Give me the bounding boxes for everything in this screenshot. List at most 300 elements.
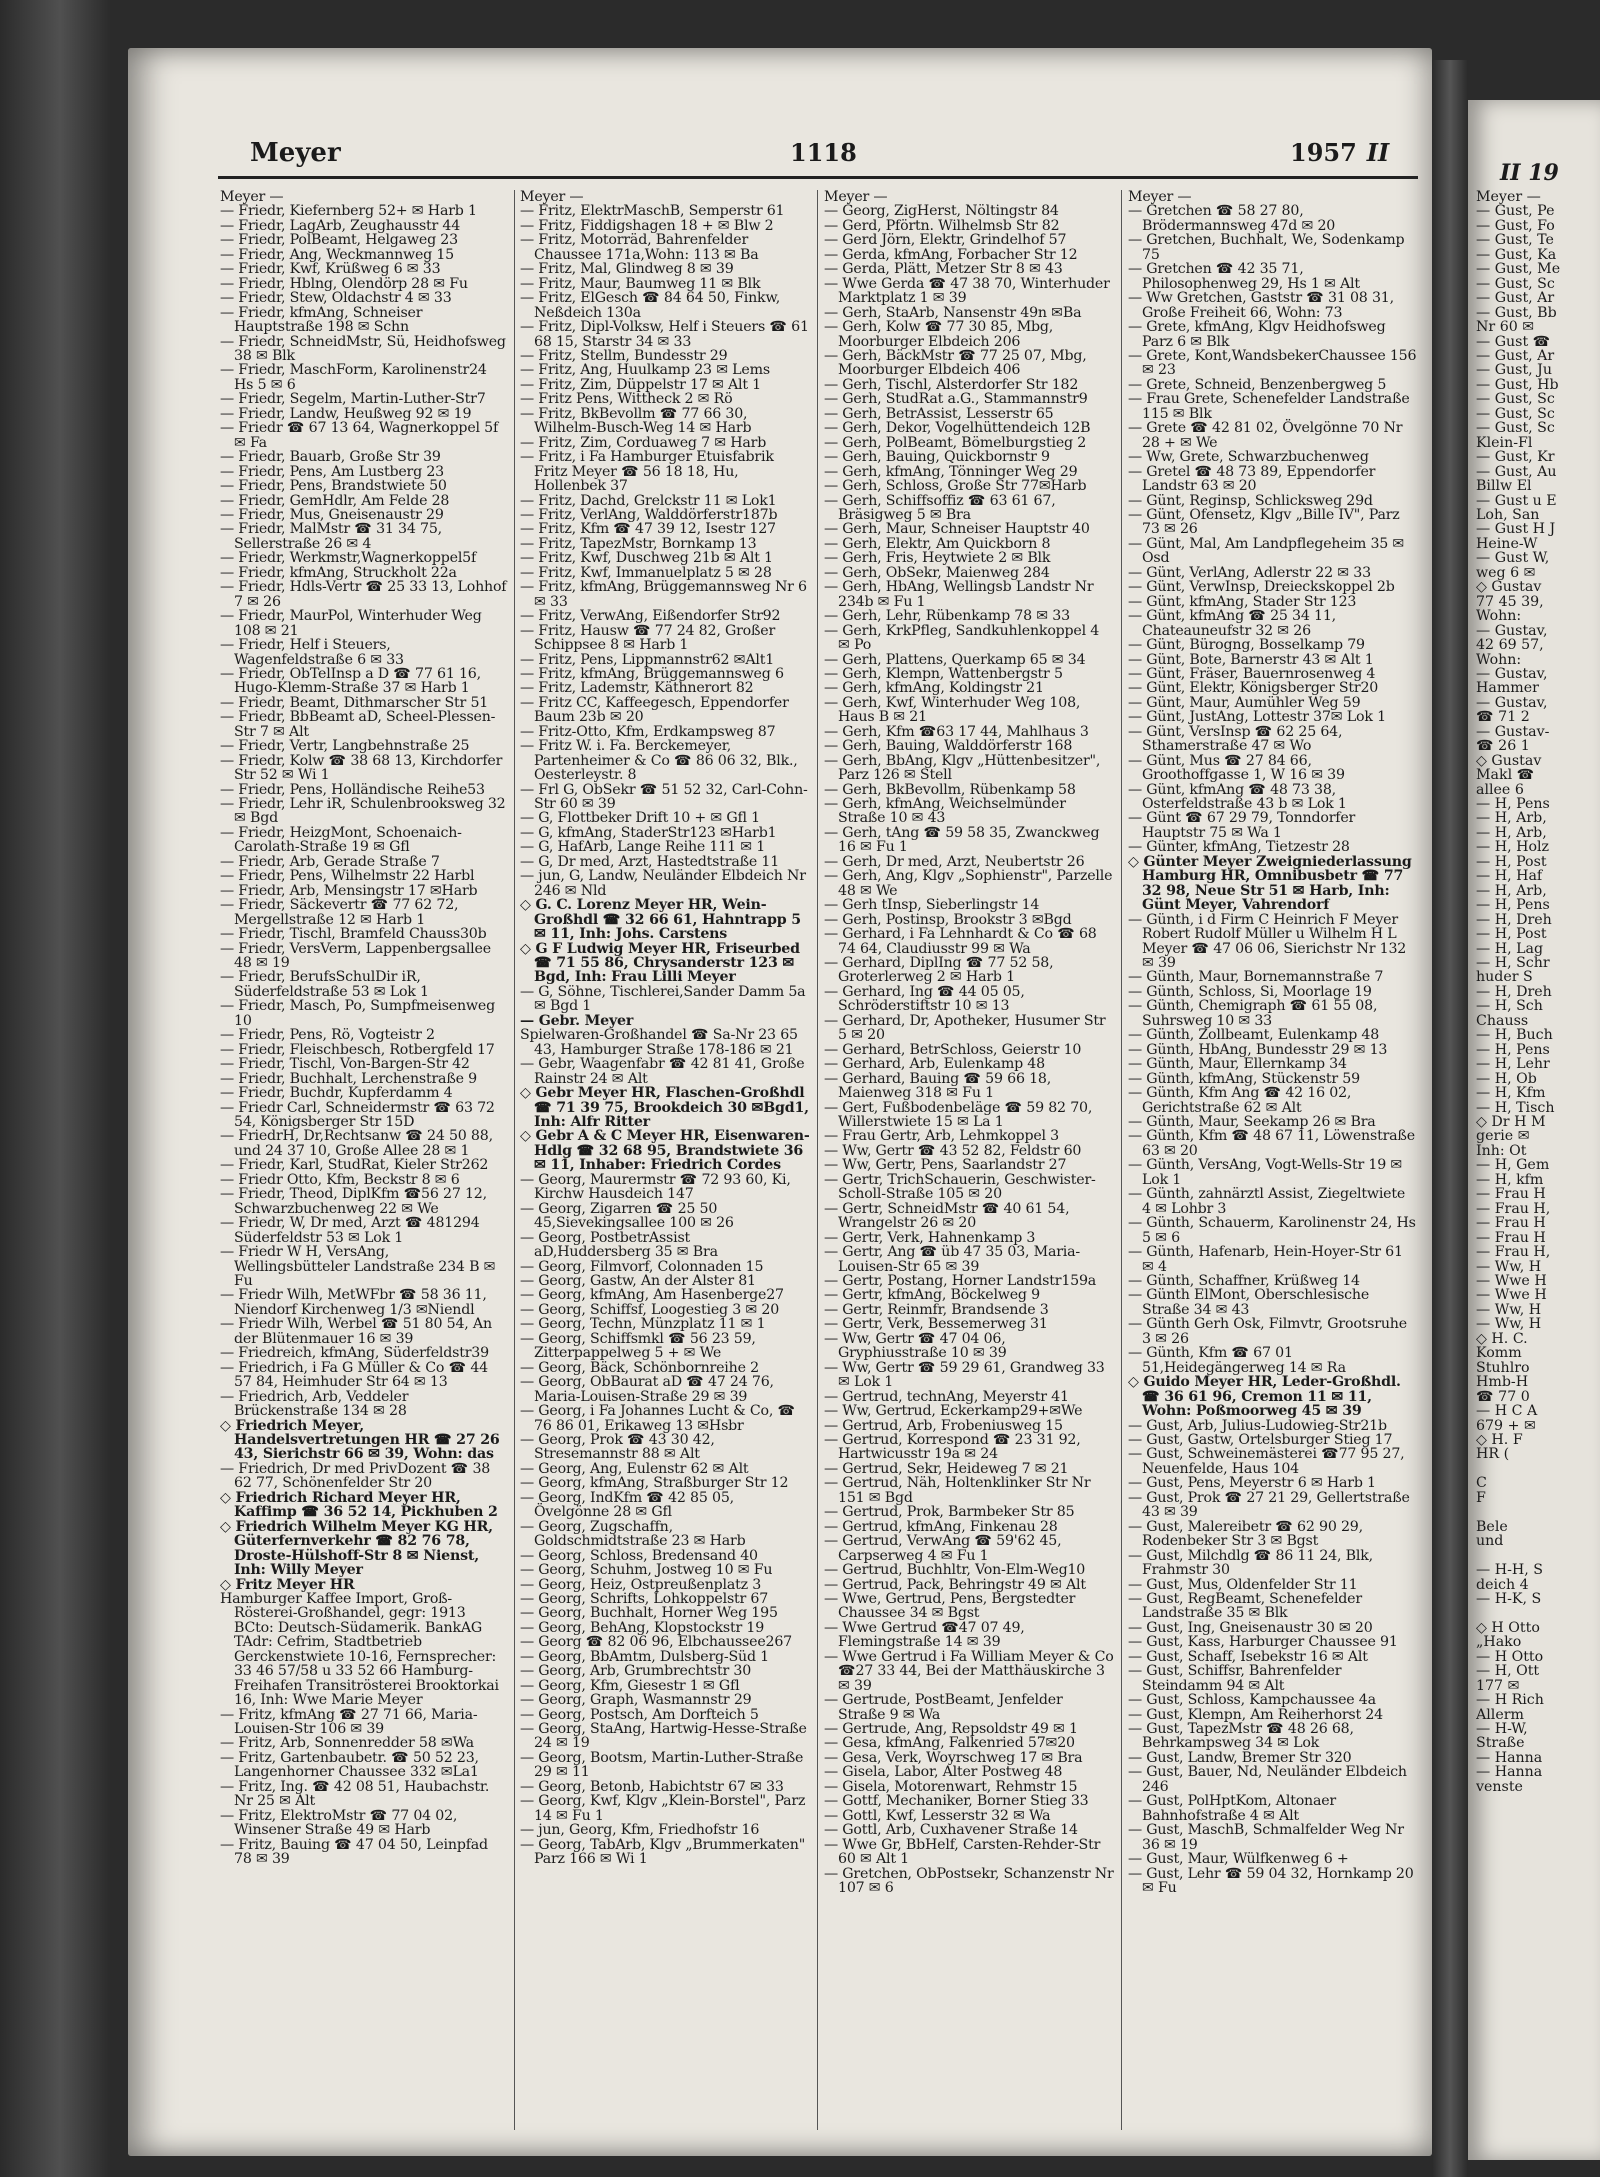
- facing-page-fragment: — Gustav-: [1476, 723, 1550, 740]
- facing-page-fragment: — H, Schr: [1476, 955, 1550, 972]
- facing-page-fragment: 42 69 57,: [1476, 637, 1544, 654]
- directory-entry: — Günth, Kfm Ang ☎ 42 16 02, Gerichtstraße 62 ✉ Alt: [1128, 1085, 1352, 1116]
- directory-entry: — Gerh, Bauing, Quickbornstr 9: [824, 449, 1050, 466]
- directory-entry: — Friedr, Karl, StudRat, Kieler Str262: [220, 1157, 489, 1174]
- directory-entry: — Georg, Ang, Eulenstr 62 ✉ Alt: [520, 1460, 749, 1477]
- facing-page-fragment: — H, Dreh: [1476, 911, 1552, 928]
- directory-entry: — Gertrud, Sekr, Heideweg 7 ✉ 21: [824, 1460, 1069, 1477]
- directory-entry: — G, Söhne, Tischlerei,Sander Damm 5a ✉ Bgd 1: [520, 983, 806, 1015]
- directory-entry: — Friedr, kfmAng, Schneiser Hauptstraße 198 ✉ Schn: [220, 304, 423, 336]
- directory-entry: — Gerhard, DiplIng ☎ 77 52 58, Groterlerweg 2 ✉ Harb 1: [824, 955, 1054, 986]
- directory-entry: — Gerh, KrkPfleg, Sandkuhlenkoppel 4 ✉ Po: [824, 622, 1100, 654]
- directory-entry: — Günt, kfmAng ☎ 48 73 38, Osterfeldstraße 43 b ✉ Lok 1: [1128, 781, 1347, 813]
- facing-page-fragment: — Ww, H: [1476, 1258, 1542, 1275]
- directory-entry: — Friedr Carl, Schneidermstr ☎ 63 72 54, Königsberger Str 15D: [220, 1099, 495, 1130]
- directory-entry: — Gerh, BetrAssist, Lesserstr 65: [824, 405, 1054, 422]
- directory-entry: — Günth ElMont, Oberschlesische Straße 34 ✉ 43: [1128, 1287, 1370, 1318]
- directory-entry: — Friedr, kfmAng, Struckholt 22a: [220, 564, 457, 581]
- directory-entry: — Gerh, BkBevollm, Rübenkamp 58: [824, 781, 1076, 798]
- directory-entry: — jun, G, Landw, Neuländer Elbdeich Nr 246 ✉ Nld: [520, 868, 806, 899]
- directory-entry: — Fritz, TapezMstr, Bornkamp 13: [520, 535, 757, 552]
- facing-page-fragment: — Gust, Sc: [1476, 420, 1555, 437]
- facing-page-fragment: — H, Tisch: [1476, 1099, 1555, 1116]
- facing-page-fragment: Loh, San: [1476, 506, 1540, 523]
- directory-entry: — Gust, Gastw, Ortelsburger Stieg 17: [1128, 1431, 1393, 1448]
- directory-entry: — Georg, kfmAng, Straßburger Str 12: [520, 1475, 789, 1492]
- directory-entry: — Günth, i d Firm C Heinrich F Meyer Robert Rudolf Müller u Wilhelm H L Meyer ☎ 47 06 06, Sierichstr Nr 132 ✉ 39: [1128, 911, 1407, 972]
- facing-page-fragment: und: [1476, 1533, 1504, 1550]
- directory-entry: ◇ Guido Meyer HR, Leder-Großhdl. ☎ 36 61 96, Cremon 11 ✉ 11, Wohn: Poßmoorweg 45 ✉ 39: [1128, 1374, 1401, 1420]
- directory-entry: — Gust, RegBeamt, Schenefelder Landstraße 35 ✉ Blk: [1128, 1590, 1362, 1622]
- facing-page-fragment: — H, Buch: [1476, 1027, 1553, 1044]
- directory-entry: — Friedr, ObTelInsp a D ☎ 77 61 16, Hugo-Klemm-Straße 37 ✉ Harb 1: [220, 665, 481, 697]
- facing-page-fragment: — H-K, S: [1476, 1590, 1542, 1607]
- directory-entry: — Georg, BehAng, Klopstockstr 19: [520, 1619, 765, 1636]
- directory-entry: — Georg, PostbetrAssist aD,Huddersberg 35 ✉ Bra: [520, 1229, 718, 1261]
- directory-entry: — Gerh, Schloss, Große Str 77✉Harb: [824, 478, 1087, 495]
- directory-entry: — Gertr, kfmAng, Böckelweg 9: [824, 1287, 1040, 1304]
- directory-entry: — Gerh, Dekor, Vogelhüttendeich 12B: [824, 420, 1091, 437]
- directory-entry: — Friedr, MaschForm, Karolinenstr24 Hs 5 ✉ 6: [220, 362, 487, 393]
- directory-entry: — Ww, Grete, Schwarzbuchenweg: [1128, 449, 1369, 466]
- directory-entry: — Georg, ObBaurat aD ☎ 47 24 76, Maria-Louisen-Straße 29 ✉ 39: [520, 1374, 774, 1405]
- directory-entry: — Friedr, MaurPol, Winterhuder Weg 108 ✉ 21: [220, 608, 482, 639]
- directory-entry: — Gerhard, Ing ☎ 44 05 05, Schröderstiftstr 10 ✉ 13: [824, 983, 1025, 1015]
- directory-entry: — Gertrud, Arb, Frobeniusweg 15: [824, 1417, 1063, 1434]
- directory-entry: — Friedr, Pens, Holländische Reihe53: [220, 781, 485, 798]
- facing-page-fragment: — H-W,: [1476, 1721, 1528, 1738]
- facing-page-fragment: — Hanna: [1476, 1749, 1543, 1766]
- directory-entry: — Gesa, kfmAng, Falkenried 57✉20: [824, 1735, 1075, 1752]
- directory-entry: ◇ Gebr Meyer HR, Flaschen-Großhdl ☎ 71 39 75, Brookdeich 30 ✉Bgd1, Inh: Alfr Ritter: [520, 1085, 809, 1130]
- directory-entry: — Gretel ☎ 48 73 89, Eppendorfer Landstr 63 ✉ 20: [1128, 463, 1376, 495]
- directory-entry: — Günth Gerh Osk, Filmvtr, Grootsruhe 3 ✉ 26: [1128, 1316, 1407, 1347]
- facing-page-fragment: — Gust u E: [1476, 492, 1557, 509]
- facing-page-fragment: deich 4: [1476, 1576, 1529, 1593]
- directory-entry: — Gerh, Tischl, Alsterdorfer Str 182: [824, 376, 1079, 393]
- directory-entry: — Gust, Schaff, Isebekstr 16 ✉ Alt: [1128, 1648, 1368, 1665]
- directory-entry: — Gerh, BbAng, Klgv „Hüttenbesitzer", Parz 126 ✉ Stell: [824, 752, 1101, 784]
- directory-entry: — Gebr, Waagenfabr ☎ 42 81 41, Große Rainstr 24 ✉ Alt: [520, 1056, 805, 1087]
- directory-entry: — Gust, TapezMstr ☎ 48 26 68, Behrkampsweg 34 ✉ Lok: [1128, 1721, 1354, 1752]
- directory-entry: — Gerh, Kwf, Winterhuder Weg 108, Haus B ✉ 21: [824, 694, 1081, 726]
- directory-entry: — Friedr, Arb, Mensingstr 17 ✉Harb: [220, 882, 478, 899]
- facing-page-fragment: Straße: [1476, 1735, 1525, 1752]
- facing-page-fragment: — Gust, Kr: [1476, 449, 1555, 466]
- facing-page-fragment: C: [1476, 1475, 1487, 1492]
- facing-page-fragment: Makl ☎: [1476, 767, 1535, 784]
- directory-entry: — Fritz Pens, Wittheck 2 ✉ Rö: [520, 391, 733, 408]
- directory-entry: — Gertrud, Korrespond ☎ 23 31 92, Hartwicusstr 19a ✉ 24: [824, 1431, 1081, 1463]
- directory-entry: — Gertrud, Prok, Barmbeker Str 85: [824, 1504, 1075, 1521]
- directory-entry: — Fritz, VerwAng, Eißendorfer Str92: [520, 608, 781, 625]
- directory-entry: — Gerhard, Dr, Apotheker, Husumer Str 5 ✉ 20: [824, 1012, 1106, 1044]
- directory-entry: — Friedr ☎ 67 13 64, Wagnerkoppel 5f ✉ Fa: [220, 420, 499, 451]
- directory-entry: — Günt, Reginsp, Schlicksweg 29d: [1128, 492, 1373, 509]
- directory-entry: — Fritz, Stellm, Bundesstr 29: [520, 347, 728, 364]
- directory-entry: — Gerh, Postinsp, Brookstr 3 ✉Bgd: [824, 911, 1072, 928]
- directory-entry: — Günth, Maur, Seekamp 26 ✉ Bra: [1128, 1114, 1376, 1130]
- column-divider: [514, 190, 515, 2130]
- facing-page-fragment: — H Rich: [1476, 1692, 1544, 1709]
- directory-entry: — Günt, Bote, Barnerstr 43 ✉ Alt 1: [1128, 651, 1374, 668]
- directory-column-3: [824, 190, 1114, 2130]
- facing-page-fragment: — H, Ott: [1476, 1663, 1540, 1680]
- facing-page-fragment: Hammer: [1476, 680, 1539, 697]
- directory-entry: ◇ G. C. Lorenz Meyer HR, Wein-Großhdl ☎ 32 66 61, Hahntrapp 5 ✉ 11, Inh: Johs. Carstens: [520, 897, 801, 943]
- directory-entry: — Georg, Schiffsmkl ☎ 56 23 59, Zitterpappelweg 5 + ✉ We: [520, 1330, 756, 1362]
- facing-page-fragment: — Gust W,: [1476, 550, 1550, 567]
- directory-entry: — Georg, Schrifts, Lohkoppelstr 67: [520, 1590, 769, 1607]
- directory-entry: — Ww, Gertr ☎ 47 04 06, Gryphiusstraße 10 ✉ 39: [824, 1330, 1007, 1362]
- facing-page-fragment: Bele: [1476, 1518, 1508, 1535]
- directory-entry: — Gust, Arb, Julius-Ludowieg-Str21b: [1128, 1417, 1387, 1434]
- facing-page-fragment: Hmb-H: [1476, 1374, 1529, 1391]
- directory-entry: — Friedr Wilh, MetWFbr ☎ 58 36 11, Niendorf Kirchenweg 1/3 ✉Niendl: [220, 1287, 487, 1318]
- directory-entry: — Friedrich, Arb, Veddeler Brückenstraße 134 ✉ 28: [220, 1388, 409, 1420]
- directory-entry: — Fritz, Zim, Düppelstr 17 ✉ Alt 1: [520, 376, 761, 393]
- facing-page-fragment: — H, Gem: [1476, 1157, 1550, 1174]
- facing-page-fragment: ◇ Gustav: [1476, 579, 1542, 596]
- directory-entry: — Fritz, Pens, Lippmannstr62 ✉Alt1: [520, 651, 775, 668]
- directory-entry: — G, HafArb, Lange Reihe 111 ✉ 1: [520, 839, 766, 856]
- directory-entry: — Fritz, kfmAng, Brüggemannsweg 6: [520, 665, 784, 682]
- column-divider: [817, 190, 818, 2130]
- directory-entry: — Gust, Schweinemästerei ☎77 95 27, Neuenfelde, Haus 104: [1128, 1446, 1405, 1477]
- directory-entry: — Fritz, Gartenbaubetr. ☎ 50 52 23, Langenhorner Chaussee 332 ✉La1: [220, 1749, 479, 1781]
- directory-entry: — Gertrude, PostBeamt, Jenfelder Straße 9 ✉ Wa: [824, 1692, 1063, 1723]
- directory-entry: — Gerh, tAng ☎ 59 58 35, Zwanckweg 16 ✉ Fu 1: [824, 824, 1100, 856]
- directory-entry: — Frau Grete, Schenefelder Landstraße 115 ✉ Blk: [1128, 391, 1410, 422]
- directory-entry: — Georg, Buchhalt, Horner Weg 195: [520, 1605, 778, 1622]
- header-rule: [218, 176, 1418, 179]
- facing-page-fragment: — Gust, Ka: [1476, 246, 1557, 263]
- directory-entry: — Gerh, Fris, Heytwiete 2 ✉ Blk: [824, 550, 1051, 567]
- directory-entry: — Gertr, TrichSchauerin, Geschwister-Scholl-Straße 105 ✉ 20: [824, 1171, 1096, 1203]
- facing-page-fragment: 77 45 39,: [1476, 593, 1544, 610]
- column-continuation-head: Meyer —: [1128, 190, 1192, 205]
- directory-entry: — Friedr, Pens, Am Lustberg 23: [220, 463, 444, 480]
- facing-page-fragment: [1476, 1549, 1600, 1563]
- directory-entry: ◇ Gebr A & C Meyer HR, Eisenwaren-Hdlg ☎ 32 68 95, Brandstwiete 36 ✉ 11, Inhaber: Friedrich Cordes: [520, 1128, 810, 1174]
- book-binding-gutter: [1432, 60, 1468, 2177]
- facing-page-fragment: — Hanna: [1476, 1764, 1543, 1781]
- facing-page-fragment: — Gust, Sc: [1476, 391, 1555, 408]
- directory-entry: — Friedr, Bauarb, Große Str 39: [220, 449, 441, 466]
- directory-entry: — Friedr, HeizgMont, Schoenaich-Carolath-Straße 19 ✉ Gfl: [220, 824, 462, 856]
- directory-entry: — Gerh, BäckMstr ☎ 77 25 07, Mbg, Moorburger Elbdeich 406: [824, 347, 1087, 379]
- directory-entry: — Gerh, Kolw ☎ 77 30 85, Mbg, Moorburger Elbdeich 206: [824, 319, 1054, 350]
- running-head-surname: Meyer: [250, 138, 341, 168]
- directory-entry: — Günt, VerwInsp, Dreieckskoppel 2b: [1128, 579, 1395, 596]
- directory-entry: — Fritz, Ang, Huulkamp 23 ✉ Lems: [520, 362, 770, 379]
- facing-page-fragment: Heine-W: [1476, 535, 1538, 552]
- directory-entry: — Friedr, SchneidMstr, Sü, Heidhofsweg 38 ✉ Blk: [220, 333, 506, 364]
- facing-page-fragment: — H Otto: [1476, 1648, 1544, 1665]
- running-head-year: [1290, 138, 1389, 178]
- directory-entry: — Wwe Gertrud ☎47 07 49, Flemingstraße 14 ✉ 39: [824, 1619, 1025, 1651]
- directory-entry: — Gerh, kfmAng, Tönninger Weg 29: [824, 463, 1078, 480]
- directory-entry: — Wwe, Gertrud, Pens, Bergstedter Chaussee 34 ✉ Bgst: [824, 1590, 1076, 1622]
- facing-page-fragment: — H, Ob: [1476, 1070, 1537, 1087]
- directory-entry: — Gertrude, Ang, Repsoldstr 49 ✉ 1: [824, 1721, 1078, 1738]
- directory-entry: — Gust, Maur, Wülfkenweg 6 +: [1128, 1851, 1349, 1868]
- directory-entry: — Fritz, Mal, Glindweg 8 ✉ 39: [520, 261, 734, 278]
- directory-entry: — Günth, Schauerm, Karolinenstr 24, Hs 5 ✉ 6: [1128, 1215, 1416, 1246]
- directory-entry: — Gertr, Ang ☎ üb 47 35 03, Maria-Louisen-Str 65 ✉ 39: [824, 1244, 1080, 1275]
- facing-page-fragment: — Gust, Ar: [1476, 347, 1555, 364]
- directory-entry: — Friedr, Hblng, Olendörp 28 ✉ Fu: [220, 275, 468, 292]
- directory-entry: — Friedr Wilh, Werbel ☎ 51 80 54, An der Blütenmauer 16 ✉ 39: [220, 1316, 492, 1347]
- directory-entry: — Gust, Pens, Meyerstr 6 ✉ Harb 1: [1128, 1475, 1376, 1492]
- directory-entry: — Fritz, Kwf, Immanuelplatz 5 ✉ 28: [520, 564, 772, 581]
- directory-entry: — Friedr, GemHdlr, Am Felde 28: [220, 492, 450, 509]
- directory-entry: — Georg, Bootsm, Martin-Luther-Straße 29 ✉ 11: [520, 1749, 804, 1781]
- directory-entry: — Georg, Zugschaffn, Goldschmidtstraße 23 ✉ Harb: [520, 1518, 746, 1550]
- facing-page-fragment: — H, kfm: [1476, 1171, 1544, 1188]
- facing-page-fragment: — Gust, Ju: [1476, 362, 1552, 379]
- directory-entry: — Wwe Gertrud i Fa William Meyer & Co ☎27 33 44, Bei der Matthäuskirche 3 ✉ 39: [824, 1648, 1114, 1694]
- directory-entry: — Ww Gretchen, Gaststr ☎ 31 08 31, Große Freiheit 66, Wohn: 73: [1128, 290, 1394, 321]
- directory-entry: — Fritz, Kfm ☎ 47 39 12, Isestr 127: [520, 521, 776, 538]
- directory-entry: — Ww, Gertr ☎ 59 29 61, Grandweg 33 ✉ Lok 1: [824, 1359, 1105, 1391]
- directory-entry: — Georg, Filmvorf, Colonnaden 15: [520, 1258, 764, 1275]
- directory-entry: — Gertr, Reinmfr, Brandsende 3: [824, 1301, 1049, 1318]
- directory-entry: — Gretchen ☎ 42 35 71, Philosophenweg 29, Hs 1 ✉ Alt: [1128, 261, 1360, 292]
- directory-entry: — Gust, Schloss, Kampchaussee 4a: [1128, 1692, 1376, 1709]
- facing-page-fragment: ☎ 71 2: [1476, 709, 1530, 726]
- directory-entry: — Friedr, Tischl, Von-Bargen-Str 42: [220, 1056, 470, 1073]
- facing-page-fragment: 679 + ✉: [1476, 1417, 1536, 1434]
- facing-page-fragment: — Frau H: [1476, 1186, 1546, 1203]
- facing-page-fragment: — Gustav,: [1476, 622, 1548, 639]
- directory-entry: — Georg, Kwf, Klgv „Klein-Borstel", Parz 14 ✉ Fu 1: [520, 1793, 806, 1824]
- directory-entry: — Friedr, Säckevertr ☎ 77 62 72, Mergellstraße 12 ✉ Harb 1: [220, 897, 459, 928]
- directory-entry: — Gretchen ☎ 58 27 80, Brödermannsweg 47d ✉ 20: [1128, 203, 1336, 234]
- facing-page-fragment: venste: [1476, 1778, 1523, 1795]
- directory-entry: — Gerda, Plätt, Metzer Str 8 ✉ 43: [824, 261, 1063, 278]
- directory-entry: — Friedr, Kiefernberg 52+ ✉ Harb 1: [220, 203, 477, 220]
- directory-entry: — Georg, IndKfm ☎ 42 85 05, Övelgönne 28 ✉ Gfl: [520, 1489, 734, 1521]
- directory-entry: — Gerh, Schiffsoffiz ☎ 63 61 67, Bräsigweg 5 ✉ Bra: [824, 492, 1056, 523]
- facing-page-fragment: — H, Lehr: [1476, 1056, 1550, 1073]
- facing-page-fragment: 177 ✉: [1476, 1677, 1520, 1694]
- facing-page-fragment: — Gust, Te: [1476, 232, 1554, 249]
- directory-entry: — Gerhard, Bauing ☎ 59 66 18, Maienweg 318 ✉ Fu 1: [824, 1070, 1052, 1102]
- facing-page-fragment: Wohn:: [1476, 608, 1522, 625]
- directory-entry: — Gust, Milchdlg ☎ 86 11 24, Blk, Frahmstr 30: [1128, 1547, 1373, 1579]
- directory-entry: — Georg, i Fa Johannes Lucht & Co, ☎ 76 86 01, Erikaweg 13 ✉Hsbr: [520, 1403, 795, 1434]
- directory-entry: — Frl G, ObSekr ☎ 51 52 32, Carl-Cohn-Str 60 ✉ 39: [520, 781, 808, 813]
- directory-entry: — Fritz, Dachd, Grelckstr 11 ✉ Lok1: [520, 492, 777, 509]
- directory-entry: — Friedr, Masch, Po, Sumpfmeisenweg 10: [220, 998, 495, 1029]
- directory-entry: — Ww, Gertr ☎ 43 52 82, Feldstr 60: [824, 1142, 1082, 1159]
- directory-entry: — Gust, Lehr ☎ 59 04 32, Hornkamp 20 ✉ Fu: [1128, 1865, 1414, 1897]
- directory-entry: ◇ Friedrich Wilhelm Meyer KG HR, Güterfernverkehr ☎ 82 76 78, Droste-Hülshoff-Str 8 ✉ Nienst, Inh: Willy Meyer: [220, 1518, 493, 1579]
- directory-entry: — Friedrich, i Fa G Müller & Co ☎ 44 57 84, Heimhuder Str 64 ✉ 13: [220, 1359, 489, 1391]
- facing-page-fragment: — H, Pens: [1476, 1041, 1550, 1058]
- facing-page-fragment: — Gust ☎: [1476, 333, 1551, 350]
- directory-entry: — Gerd, Pförtn. Wilhelmsb Str 82: [824, 217, 1060, 234]
- directory-entry: — Fritz, Maur, Baumweg 11 ✉ Blk: [520, 275, 761, 292]
- directory-entry: — Günt, Fräser, Bauernrosenweg 4: [1128, 665, 1376, 682]
- facing-page-fragment: — H, Pens: [1476, 897, 1550, 914]
- directory-entry: — Günt, VersInsp ☎ 62 25 64, Sthamerstraße 47 ✉ Wo: [1128, 723, 1343, 755]
- directory-entry: — Gerh, PolBeamt, Bömelburgstieg 2: [824, 434, 1087, 451]
- facing-page-fragment: [1476, 1505, 1600, 1519]
- directory-entry: — Gertrud, Näh, Holtenklinker Str Nr 151 ✉ Bgd: [824, 1475, 1091, 1506]
- directory-entry: — Gerh, StudRat a.G., Stammannstr9: [824, 391, 1088, 408]
- facing-page-fragment: [1476, 1606, 1600, 1620]
- facing-page-fragment: — Ww, H: [1476, 1316, 1542, 1333]
- directory-entry: — Friedr, PolBeamt, Helgaweg 23: [220, 232, 458, 249]
- column-continuation-head: Meyer —: [220, 190, 284, 205]
- directory-entry: ◇ Günter Meyer Zweigniederlassung Hamburg HR, Omnibusbetr ☎ 77 32 98, Neue Str 51 ✉ Harb, Inh: Günt Meyer, Vahrendorf: [1128, 853, 1412, 914]
- directory-entry: — Günt, JustAng, Lottestr 37✉ Lok 1: [1128, 709, 1386, 726]
- directory-entry: — Günter, kfmAng, Tietzestr 28: [1128, 839, 1350, 856]
- directory-entry: — Gust, PolHptKom, Altonaer Bahnhofstraße 4 ✉ Alt: [1128, 1793, 1337, 1824]
- directory-entry: — Friedr, Werkmstr,Wagnerkoppel5f: [220, 550, 477, 567]
- directory-entry: — Gust, Ing, Gneisenaustr 30 ✉ 20: [1128, 1619, 1373, 1636]
- directory-entry: — Günth, Maur, Bornemannstraße 7: [1128, 969, 1384, 986]
- directory-entry: — Gretchen, ObPostsekr, Schanzenstr Nr 107 ✉ 6: [824, 1865, 1114, 1897]
- directory-entry: — Fritz, Ing. ☎ 42 08 51, Haubachstr. Nr 25 ✉ Alt: [220, 1778, 490, 1810]
- volume-label: II: [1366, 138, 1390, 167]
- directory-column-4: [1128, 190, 1418, 2130]
- directory-entry: ◇ Friedrich Meyer, Handelsvertretungen HR ☎ 27 26 43, Sierichstr 66 ✉ 39, Wohn: das: [220, 1417, 500, 1463]
- directory-entry: — Georg, Prok ☎ 43 30 42, Stresemannstr 88 ✉ Alt: [520, 1431, 715, 1463]
- facing-page-fragment: — H, Arb,: [1476, 882, 1547, 899]
- directory-entry: — Günt, kfmAng ☎ 25 34 11, Chateauneufstr 32 ✉ 26: [1128, 608, 1336, 639]
- facing-page-column-fragment: [1476, 190, 1600, 2130]
- facing-page-fragment: — Gust, Bb: [1476, 304, 1557, 321]
- directory-entry: — Gerh, Kfm ☎63 17 44, Mahlhaus 3: [824, 723, 1089, 740]
- column-continuation-head: Meyer —: [520, 190, 584, 205]
- directory-entry: — Günt, Elektr, Königsberger Str20: [1128, 680, 1379, 697]
- directory-entry: — Günt, Mal, Am Landpflegeheim 35 ✉ Osd: [1128, 535, 1405, 567]
- facing-page-fragment: — H, Pens: [1476, 796, 1550, 813]
- directory-entry: — Georg, Schuhm, Jostweg 10 ✉ Fu: [520, 1562, 773, 1579]
- directory-entry: — Friedr, VersVerm, Lappenbergsallee 48 ✉ 19: [220, 940, 491, 972]
- directory-entry: — Gertrud, VerwAng ☎ 59'62 45, Carpserweg 4 ✉ Fu 1: [824, 1533, 1062, 1564]
- directory-entry: — Gerh, Bauing, Walddörferstr 168: [824, 738, 1073, 755]
- directory-entry: — Georg, Bäck, Schönbornreihe 2: [520, 1359, 759, 1376]
- directory-entry: — Gertr, SchneidMstr ☎ 40 61 54, Wrangelstr 26 ✉ 20: [824, 1200, 1070, 1232]
- directory-entry: — G, Flottbeker Drift 10 + ✉ Gfl 1: [520, 810, 761, 827]
- facing-page-fragment: ◇ Gustav: [1476, 752, 1542, 769]
- directory-entry: — Grete, kfmAng, Klgv Heidhofsweg Parz 6 ✉ Blk: [1128, 319, 1386, 350]
- directory-entry: — Georg, Gastw, An der Alster 81: [520, 1272, 756, 1289]
- directory-entry: — Günth, Schloss, Si, Moorlage 19: [1128, 983, 1372, 1000]
- directory-entry: — Georg, Arb, Grumbrechtstr 30: [520, 1663, 752, 1680]
- directory-entry: — Gust, Prok ☎ 27 21 29, Gellertstraße 43 ✉ 39: [1128, 1489, 1410, 1521]
- directory-entry: — Gretchen, Buchhalt, We, Sodenkamp 75: [1128, 232, 1405, 263]
- directory-entry: — Fritz, Bauing ☎ 47 04 50, Leinpfad 78 ✉ 39: [220, 1836, 488, 1868]
- directory-entry: — Fritz, kfmAng, Brüggemannsweg Nr 6 ✉ 33: [520, 579, 807, 610]
- directory-entry: — Ww, Gertr, Pens, Saarlandstr 27: [824, 1157, 1067, 1174]
- directory-entry: — Fritz, Fiddigshagen 18 + ✉ Blw 2: [520, 217, 774, 234]
- directory-entry: — Gerh, Klempn, Wattenbergstr 5: [824, 665, 1063, 682]
- directory-entry: — Fritz, i Fa Hamburger Etuisfabrik Fritz Meyer ☎ 56 18 18, Hu, Hollenbek 37: [520, 449, 774, 495]
- facing-page-fragment: ◇ H. C.: [1476, 1330, 1528, 1347]
- directory-entry: — Friedr, Segelm, Martin-Luther-Str7: [220, 391, 486, 408]
- directory-entry: — Gerh, Ang, Klgv „Sophienstr", Parzelle 48 ✉ We: [824, 868, 1113, 899]
- facing-page-fragment: — Gust H J: [1476, 521, 1556, 538]
- directory-entry: — Gottf, Mechaniker, Borner Stieg 33: [824, 1793, 1089, 1810]
- directory-entry: — Günth, Kfm ☎ 67 01 51,Heidegängerweg 14 ✉ Ra: [1128, 1345, 1346, 1376]
- facing-page-fragment: — Ww, H: [1476, 1301, 1542, 1318]
- directory-entry: — Fritz, Kwf, Duschweg 21b ✉ Alt 1: [520, 550, 773, 567]
- directory-entry: — Gisela, Motorenwart, Rehmstr 15: [824, 1778, 1078, 1795]
- directory-entry: — Fritz, VerlAng, Walddörferstr187b: [520, 506, 778, 523]
- directory-entry: — Gerh, HbAng, Wellingsb Landstr Nr 234b ✉ Fu 1: [824, 579, 1094, 610]
- directory-entry: — Friedr, Kwf, Krüßweg 6 ✉ 33: [220, 261, 441, 278]
- directory-entry: — Fritz, Hausw ☎ 77 24 82, Großer Schippsee 8 ✉ Harb 1: [520, 622, 776, 654]
- directory-entry: — Friedr, Stew, Oldachstr 4 ✉ 33: [220, 290, 452, 307]
- facing-page-fragment: ☎ 77 0: [1476, 1388, 1530, 1405]
- directory-entry: — Friedr, W, Dr med, Arzt ☎ 481294 Süderfeldstr 53 ✉ Lok 1: [220, 1215, 480, 1246]
- facing-page-fragment: ◇ H Otto: [1476, 1619, 1540, 1636]
- directory-entry: — Georg, Schloss, Bredensand 40: [520, 1547, 758, 1564]
- directory-entry: — Georg, Schiffsf, Loogestieg 3 ✉ 20: [520, 1301, 780, 1318]
- facing-page-fragment: — H, Arb,: [1476, 824, 1547, 841]
- directory-entry: — Georg, ZigHerst, Nöltingstr 84: [824, 203, 1059, 220]
- directory-entry: — Gust, Bauer, Nd, Neuländer Elbdeich 246: [1128, 1764, 1407, 1795]
- directory-entry: — Gisela, Labor, Alter Postweg 48: [824, 1764, 1063, 1781]
- directory-entry: — Günt, VerlAng, Adlerstr 22 ✉ 33: [1128, 564, 1371, 581]
- directory-entry: — Georg, Heiz, Ostpreußenplatz 3: [520, 1576, 762, 1593]
- facing-page-fragment: — H, Haf: [1476, 868, 1543, 885]
- directory-entry: — Georg, StaAng, Hartwig-Hesse-Straße 24 ✉ 19: [520, 1721, 807, 1752]
- directory-entry: — Günt, kfmAng, Stader Str 123: [1128, 593, 1357, 610]
- directory-entry: — Friedr, Pens, Rö, Vogteistr 2: [220, 1027, 435, 1044]
- directory-entry: — Gert, Fußbodenbeläge ☎ 59 82 70, Willerstwiete 15 ✉ La 1: [824, 1099, 1093, 1130]
- directory-entry: — G, kfmAng, StaderStr123 ✉Harb1: [520, 824, 777, 841]
- directory-entry: — Gerh, ObSekr, Maienweg 284: [824, 564, 1050, 581]
- facing-page-fragment: Nr 60 ✉: [1476, 319, 1535, 336]
- page-number: 1118: [790, 138, 857, 167]
- directory-entry: — Friedr, Arb, Gerade Straße 7: [220, 853, 440, 870]
- directory-entry: — Georg, kfmAng, Am Hasenberge27: [520, 1287, 784, 1304]
- directory-entry: — Friedr, Hdls-Vertr ☎ 25 33 13, Lohhof 7 ✉ 26: [220, 579, 507, 610]
- directory-entry: — Gerh, Plattens, Querkamp 65 ✉ 34: [824, 651, 1086, 668]
- directory-entry: — Fritz, Motorräd, Bahrenfelder Chaussee 171a,Wohn: 113 ✉ Ba: [520, 232, 759, 263]
- directory-entry: — Grete, Schneid, Benzenbergweg 5: [1128, 376, 1387, 393]
- directory-entry: — Günth, Hafenarb, Hein-Hoyer-Str 61 ✉ 4: [1128, 1244, 1403, 1275]
- directory-entry: — Georg, Betonb, Habichtstr 67 ✉ 33: [520, 1778, 784, 1795]
- directory-entry: — Friedr, BerufsSchulDir iR, Süderfeldstraße 53 ✉ Lok 1: [220, 969, 429, 1000]
- directory-entry: — Wwe Gerda ☎ 47 38 70, Winterhuder Marktplatz 1 ✉ 39: [824, 275, 1110, 307]
- directory-entry: — Gerh tInsp, Sieberlingstr 14: [824, 897, 1040, 914]
- facing-page-fragment: — H C A: [1476, 1403, 1538, 1420]
- directory-entry: — Friedr, Helf i Steuers, Wagenfeldstraße 6 ✉ 33: [220, 637, 404, 668]
- facing-page-fragment: ☎ 26 1: [1476, 738, 1530, 755]
- directory-entry: — Georg, Techn, Münzplatz 11 ✉ 1: [520, 1316, 766, 1333]
- directory-entry: — Günt, Maur, Aumühler Weg 59: [1128, 694, 1361, 711]
- directory-entry: — Fritz, Zim, Corduaweg 7 ✉ Harb: [520, 434, 767, 451]
- directory-column-1: [220, 190, 508, 2130]
- facing-page-fragment: — H, Post: [1476, 926, 1547, 943]
- directory-entry: — Wwe Gr, BbHelf, Carsten-Rehder-Str 60 ✉ Alt 1: [824, 1836, 1101, 1868]
- directory-entry: — Gerh, Maur, Schneiser Hauptstr 40: [824, 521, 1090, 538]
- directory-entry: — Fritz, Dipl-Volksw, Helf i Steuers ☎ 61 68 15, Starstr 34 ✉ 33: [520, 319, 809, 350]
- facing-page-fragment: — H, Kfm: [1476, 1085, 1546, 1102]
- directory-entry: — Gottl, Kwf, Lesserstr 32 ✉ Wa: [824, 1807, 1051, 1824]
- facing-page-fragment: Komm: [1476, 1345, 1522, 1362]
- directory-entry: — Gust, Mus, Oldenfelder Str 11: [1128, 1576, 1358, 1593]
- directory-entry: — Gertr, Verk, Hahnenkamp 3: [824, 1229, 1036, 1246]
- directory-entry: — Gottl, Arb, Cuxhavener Straße 14: [824, 1822, 1078, 1839]
